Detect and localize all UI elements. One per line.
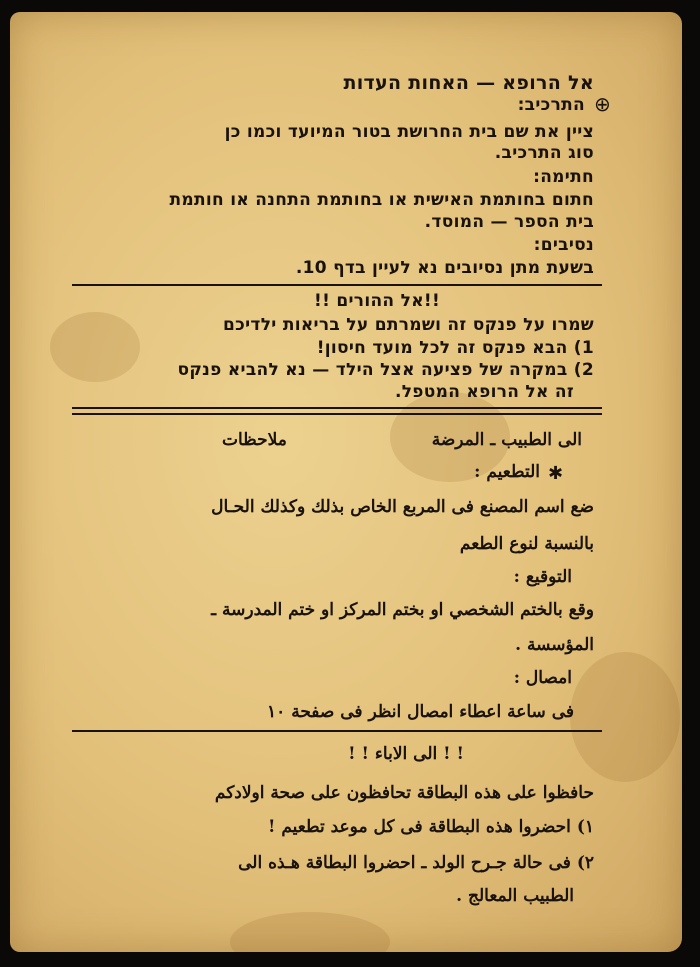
divider [72,730,602,732]
hebrew-assembly-heading: התרכיב: [517,95,585,115]
hebrew-parents-item: 1) הבא פנקס זה לכל מועד חיסון! [316,338,594,358]
hebrew-parents-item: זה אל הרופא המטפל. [394,382,574,402]
arabic-parents-title: ! ! الى الاباء ! ! [348,744,464,764]
arabic-signature-text: وقع بالختم الشخصي او بختم المركز او ختم المدرسة ـ [211,600,594,620]
arabic-signature-heading: التوقيع : [513,567,572,587]
crosshair-icon: ⊕ [594,92,611,116]
divider [72,284,602,286]
arabic-vaccination-text: بالنسبة لنوع الطعم [459,534,594,554]
arabic-header-notes: ملاحظات [222,430,287,450]
arabic-vaccination-text: ضع اسم المصنع فى المربع الخاص بذلك وكذلك الحـال [211,497,594,517]
hebrew-signature-heading: חתימה: [533,167,594,187]
hebrew-parents-item: 2) במקרה של פציעה אצל הילד — נא להביא פנקס [177,360,594,380]
hebrew-signature-text: חתום בחותמת האישית או בחותמת התחנה או חותמת [169,190,594,210]
hebrew-assembly-text: סוג התרכיב. [494,143,594,163]
hebrew-complications-heading: נסיבים: [533,235,594,255]
stain [570,652,680,782]
arabic-parents-item: ٢) فى حالة جـرح الولد ـ احضروا البطاقة هـذه الى [238,853,594,873]
hebrew-complications-text: בשעת מתן נסיובים נא לעיין בדף 10. [295,258,594,278]
hebrew-assembly-text: ציין את שם בית החרושת בטור המיועד וכמו כן [224,122,594,142]
stain [230,912,390,952]
hebrew-parents-text: שמרו על פנקס זה ושמרתם על בריאות ילדיכם [223,315,594,335]
divider [72,413,602,415]
arabic-header-doctor: الى الطبيب ـ المرضة [431,430,582,450]
arabic-signature-text: المؤسسة . [515,635,594,655]
asterisk-icon: ✱ [548,463,564,484]
arabic-vaccination-heading: التطعيم : [474,462,540,482]
arabic-serum-text: فى ساعة اعطاء امصال انظر فى صفحة ١٠ [267,702,574,722]
arabic-parents-item: الطبيب المعالج . [456,886,574,906]
arabic-serum-heading: امصال : [513,668,572,688]
divider [72,407,602,409]
hebrew-title: אל הרופא — האחות העדות [343,72,594,94]
arabic-parents-text: حافظوا على هذه البطاقة تحافظون على صحة اولادكم [214,783,594,803]
arabic-parents-item: ١) احضروا هذه البطاقة فى كل موعد تطعيم ! [267,817,594,837]
hebrew-signature-text: בית הספר — המוסד. [424,212,594,232]
stain [50,312,140,382]
hebrew-parents-title: !!אל ההורים !! [314,291,440,311]
